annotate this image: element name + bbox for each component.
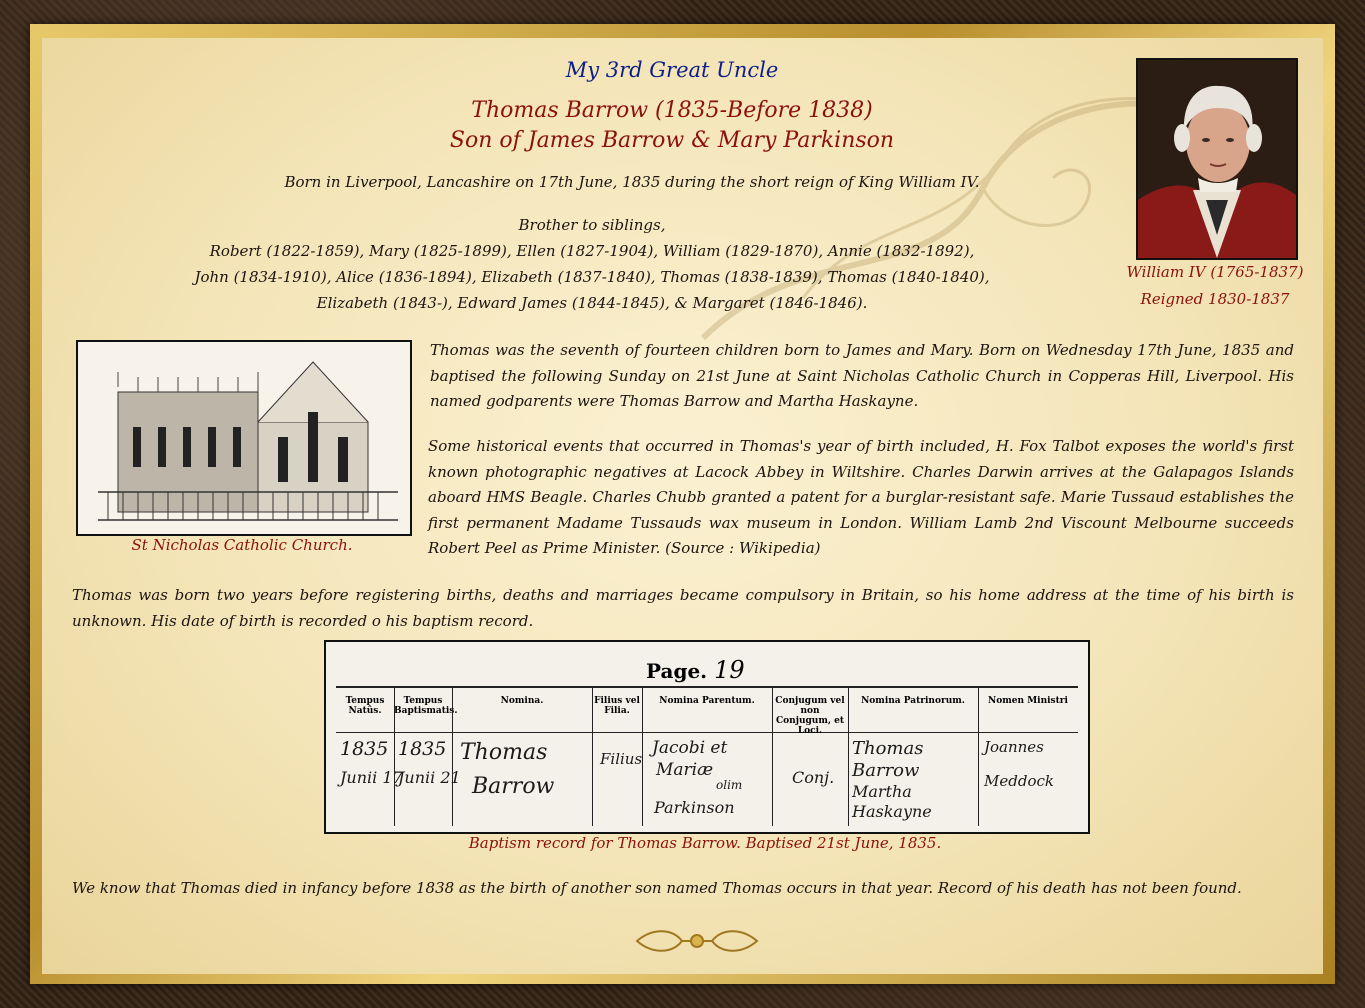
siblings-line: John (1834-1910), Alice (1836-1894), Elizabeth (1837-1840), Thomas (1838-1839), Thomas (1840-1840), — [194, 268, 990, 286]
siblings-line: Robert (1822-1859), Mary (1825-1899), Ellen (1827-1904), William (1829-1870), Annie (1832-1892), — [209, 242, 975, 260]
baptism-record-image: Page. 19 Tempus Natûs. Tempus Baptismatis. Nomina. Filius vel Filia. Nomina Parentum. Conjugum vel non Conjugum, et Loci. Nomina Patrinorum. Nomen Ministri 1835 Junii 17 1835 Junii 21 Thomas Barrow Filius Jacobi et Mariæ olim Parkinson Conj. Thomas Barrow Martha Haskayne Joannes Meddock — [324, 640, 1090, 834]
siblings-list — [152, 238, 1032, 316]
siblings-line: Elizabeth (1843-), Edward James (1844-1845), & Margaret (1846-1846). — [316, 294, 868, 312]
church-engraving — [78, 342, 410, 534]
portrait-caption-2: Reigned 1830-1837 — [1140, 290, 1290, 308]
column-divider — [978, 686, 979, 826]
register-page-label: Page. 19 — [646, 656, 745, 684]
paragraph-registration: Thomas was born two years before registering births, deaths and marriages became compulsory in Britain, so his home address at the time of his birth is unknown. His date of birth is recorded o his baptism record. — [72, 586, 1294, 630]
register-columns: Tempus Natûs. Tempus Baptismatis. Nomina. Filius vel Filia. Nomina Parentum. Conjugum vel non Conjugum, et Loci. Nomina Patrinorum. Nomen Ministri — [345, 696, 1068, 736]
column-divider — [394, 686, 395, 826]
paragraph-baptism: Thomas was the seventh of fourteen children born to James and Mary. Born on Wednesday 17th June, 1835 and baptised the following Sunday on 21st June at Saint Nicholas Catholic Church in Copperas Hill, Liverpool. His named godparents were Thomas Barrow and Martha Haskayne. — [430, 341, 1294, 410]
name-line: Thomas Barrow (1835-Before 1838) — [471, 98, 873, 123]
flourish-ornament-icon — [627, 926, 767, 956]
column-divider — [848, 686, 849, 826]
column-divider — [452, 686, 453, 826]
column-divider — [772, 686, 773, 826]
born-line: Born in Liverpool, Lancashire on 17th June, 1835 during the short reign of King William IV. — [284, 173, 980, 191]
portrait-caption-1: William IV (1765-1837) — [1126, 263, 1304, 281]
paragraph-death: We know that Thomas died in infancy before 1838 as the birth of another son named Thomas occurs in that year. Record of his death has not been found. — [72, 879, 1242, 897]
church-image — [76, 340, 412, 536]
parchment-page — [42, 38, 1323, 974]
register-top-rule — [336, 686, 1078, 688]
baptism-caption: Baptism record for Thomas Barrow. Baptised 21st June, 1835. — [468, 834, 942, 852]
person-title — [312, 96, 1032, 156]
paragraph-historical-events: Some historical events that occurred in Thomas's year of birth included, H. Fox Talbot exposes the world's first known photographic negatives at Lacock Abbey in Wiltshire. Charles Darwin arrives at the Galapagos Islands aboard HMS Beagle. Charles Chubb granted a patent for a burglar-resistant safe. Marie Tussaud establishes the first permanent Madame Tussauds wax museum in London. William Lamb 2nd Viscount Melbourne succeeds Robert Peel as Prime Minister. (Source : Wikipedia) — [428, 437, 1294, 557]
parents-line: Son of James Barrow & Mary Parkinson — [449, 128, 895, 153]
relation-title: My 3rd Great Uncle — [565, 58, 779, 82]
column-divider — [592, 686, 593, 826]
william-iv-portrait — [1136, 58, 1298, 260]
church-caption: St Nicholas Catholic Church. — [131, 536, 353, 554]
siblings-heading: Brother to siblings, — [518, 216, 666, 234]
portrait-image — [1138, 60, 1296, 258]
